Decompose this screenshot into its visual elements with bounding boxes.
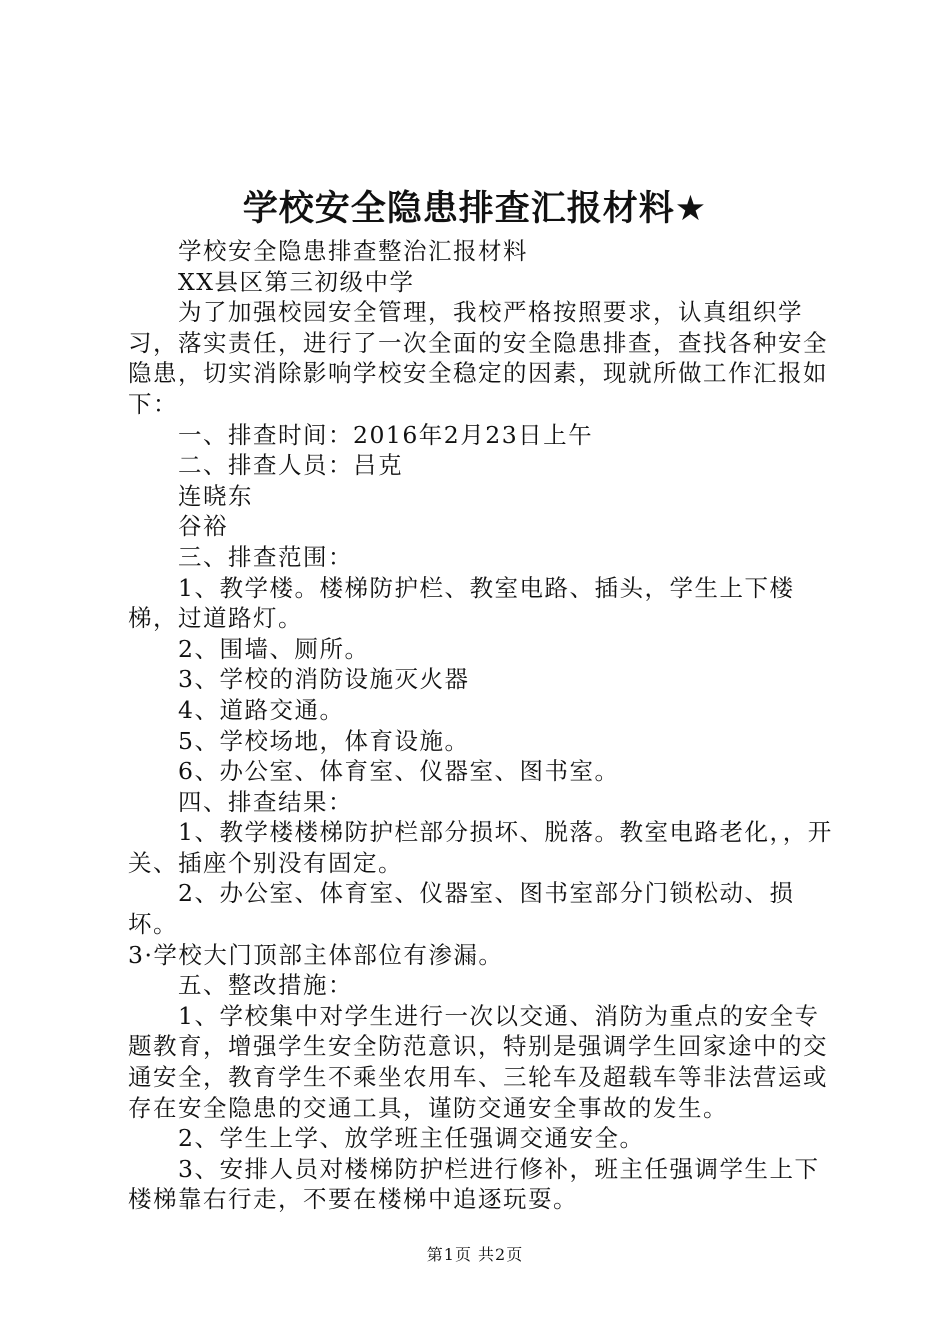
paragraph: 3、安排人员对楼梯防护栏进行修补，班主任强调学生上下楼梯靠右行走，不要在楼梯中追逐玩耍。: [128, 1154, 820, 1214]
paragraph: 3、学校的消防设施灭火器: [178, 665, 470, 694]
paragraph: 二、排查人员：吕克: [178, 451, 403, 480]
paragraph: 2、办公室、体育室、仪器室、图书室部分门锁松动、损坏。: [128, 879, 795, 939]
paragraph: 五、整改措施：: [178, 971, 353, 1000]
paragraph: 连晓东: [178, 481, 253, 510]
paragraph: 三、排查范围：: [178, 542, 353, 571]
paragraph: 学校安全隐患排查整治汇报材料: [178, 237, 528, 265]
document-title: 学校安全隐患排查汇报材料★: [242, 189, 708, 229]
paragraph: 3·学校大门顶部主体部位有渗漏。: [128, 940, 504, 969]
paragraph: 6、办公室、体育室、仪器室、图书室。: [178, 757, 620, 786]
paragraph: 一、排查时间：2016年2月23日上午: [178, 420, 594, 449]
paragraph: 1、教学楼楼梯防护栏部分损坏、脱落。教室电路老化，，开关、插座个别没有固定。: [128, 818, 833, 877]
paragraph: 4、道路交通。: [178, 695, 345, 724]
paragraph: 2、学生上学、放学班主任强调交通安全。: [178, 1124, 645, 1153]
paragraph: 谷裕: [178, 512, 228, 541]
paragraph: 为了加强校园安全管理，我校严格按照要求，认真组织学习，落实责任，进行了一次全面的安全隐患排查，查找各种安全隐患，切实消除影响学校安全稳定的因素，现就所做工作汇报如下：: [128, 298, 828, 418]
paragraph: 1、学校集中对学生进行一次以交通、消防为重点的安全专题教育，增强学生安全防范意识，特别是强调学生回家途中的交通安全，教育学生不乘坐农用车、三轮车及超载车等非法营运或存在安全隐患的交通工具，谨防交通安全事故的发生。: [128, 1001, 828, 1122]
paragraph: 2、围墙、厕所。: [178, 634, 370, 663]
paragraph: 5、学校场地，体育设施。: [178, 726, 470, 755]
paragraph: 1、教学楼。楼梯防护栏、教室电路、插头，学生上下楼梯，过道路灯。: [128, 573, 795, 633]
paragraph: XX县区第三初级中学: [178, 267, 415, 296]
page-footer: 第1页 共2页: [426, 1245, 524, 1264]
paragraph: 四、排查结果：: [178, 787, 353, 816]
document-body: [128, 236, 840, 1215]
